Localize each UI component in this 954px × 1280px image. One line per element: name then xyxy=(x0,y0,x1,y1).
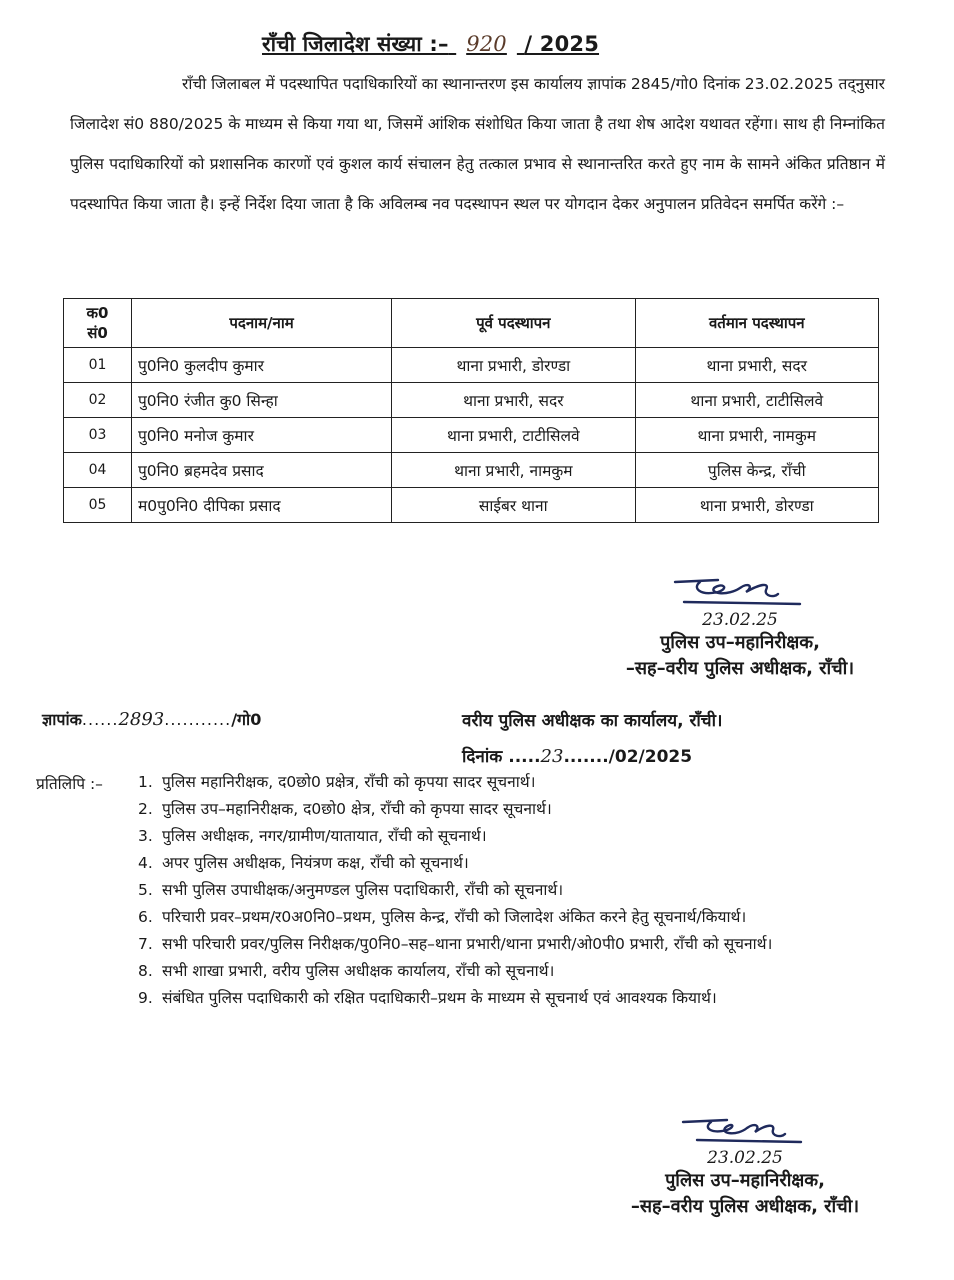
copy-item xyxy=(138,797,918,821)
copy-item-text: पुलिस उप–महानिरीक्षक, द0छो0 क्षेत्र, राँची को कृपया सादर सूचनार्थ। xyxy=(162,800,552,818)
table-header-row xyxy=(64,299,879,348)
cell-serial: 05 xyxy=(64,488,132,523)
copy-item xyxy=(138,770,918,794)
memo-dots-before: ...... xyxy=(81,710,119,729)
table-row xyxy=(64,488,879,523)
copy-item-text: सभी शाखा प्रभारी, वरीय पुलिस अधीक्षक कार्यालय, राँची को सूचनार्थ। xyxy=(162,962,555,980)
copy-list xyxy=(138,770,918,1013)
signatory-designation-line2: –सह–वरीय पुलिस अधीक्षक, राँची। xyxy=(630,1196,860,1217)
copy-item xyxy=(138,932,918,956)
copy-item-number: 5. xyxy=(138,881,153,899)
copy-item-number: 6. xyxy=(138,908,153,926)
signature-block-2 xyxy=(590,1114,900,1220)
cell-name: पु0नि0 ब्रहमदेव प्रसाद xyxy=(132,453,392,488)
cell-serial: 03 xyxy=(64,418,132,453)
header-serial xyxy=(64,299,132,348)
cell-previous: थाना प्रभारी, डोरण्डा xyxy=(392,348,635,383)
copy-item-number: 9. xyxy=(138,989,153,1007)
signature-date-2: 23.02.25 xyxy=(707,1148,783,1168)
cell-previous: थाना प्रभारी, सदर xyxy=(392,383,635,418)
cell-previous: थाना प्रभारी, टाटीसिलवे xyxy=(392,418,635,453)
signatory-designation-line2: –सह–वरीय पुलिस अधीक्षक, राँची। xyxy=(625,658,855,679)
copy-item xyxy=(138,986,918,1010)
date-dots-after: ....... xyxy=(563,747,609,767)
copy-item xyxy=(138,851,918,875)
transfer-table xyxy=(63,298,879,523)
memo-suffix: /गो0 xyxy=(231,710,262,729)
copy-to-label: प्रतिलिपि :– xyxy=(36,775,103,793)
body-paragraph-container xyxy=(70,64,885,224)
cell-name: म0पु0नि0 दीपिका प्रसाद xyxy=(132,488,392,523)
cell-current: पुलिस केन्द्र, राँची xyxy=(635,453,878,488)
memo-label: ज्ञापांक xyxy=(42,710,82,729)
date-handwritten-day: 23 xyxy=(540,746,564,767)
table-row xyxy=(64,453,879,488)
memo-number xyxy=(42,708,261,730)
cell-current: थाना प्रभारी, डोरण्डा xyxy=(635,488,878,523)
copy-item-text: सभी पुलिस उपाधीक्षक/अनुमण्डल पुलिस पदाधिकारी, राँची को सूचनार्थ। xyxy=(162,881,564,899)
order-number: 920 xyxy=(466,32,507,56)
copy-item xyxy=(138,905,918,929)
office-date xyxy=(462,744,692,767)
cell-serial: 02 xyxy=(64,383,132,418)
copy-item-number: 8. xyxy=(138,962,153,980)
copy-item-number: 1. xyxy=(138,773,153,791)
cell-name: पु0नि0 रंजीत कु0 सिन्हा xyxy=(132,383,392,418)
memo-dots-after: ........... xyxy=(164,710,232,729)
copy-item-number: 2. xyxy=(138,800,153,818)
copy-item-text: परिचारी प्रवर–प्रथम/र0अ0नि0–प्रथम, पुलिस केन्द्र, राँची को जिलादेश अंकित करने हेतु सूचनार्थ/कियार्थ। xyxy=(162,908,747,926)
copy-item-text: संबंधित पुलिस पदाधिकारी को रक्षित पदाधिकारी–प्रथम के माध्यम से सूचनार्थ एवं आवश्यक कियार्थ। xyxy=(162,989,717,1007)
cell-previous: साईबर थाना xyxy=(392,488,635,523)
header-current: वर्तमान पदस्थापन xyxy=(635,299,878,348)
copy-item-text: पुलिस महानिरीक्षक, द0छो0 प्रक्षेत्र, राँची को कृपया सादर सूचनार्थ। xyxy=(162,773,536,791)
title-suffix: / 2025 xyxy=(524,32,600,56)
header-previous: पूर्व पदस्थापन xyxy=(392,299,635,348)
date-suffix: /02/2025 xyxy=(608,747,693,767)
cell-previous: थाना प्रभारी, नामकुम xyxy=(392,453,635,488)
cell-serial: 04 xyxy=(64,453,132,488)
signature-scribble-icon xyxy=(675,1114,815,1148)
cell-current: थाना प्रभारी, नामकुम xyxy=(635,418,878,453)
copy-item-text: अपर पुलिस अधीक्षक, नियंत्रण कक्ष, राँची को सूचनार्थ। xyxy=(162,854,469,872)
copy-item-number: 7. xyxy=(138,935,153,953)
cell-name: पु0नि0 कुलदीप कुमार xyxy=(132,348,392,383)
copy-item xyxy=(138,959,918,983)
signature-date-1: 23.02.25 xyxy=(702,610,778,630)
copy-item-text: सभी परिचारी प्रवर/पुलिस निरीक्षक/पु0नि0–सह–थाना प्रभारी/थाना प्रभारी/ओ0पी0 प्रभारी, राँची को सूचनार्थ। xyxy=(162,935,773,953)
table-row xyxy=(64,418,879,453)
header-serial-line2: सं0 xyxy=(87,324,108,342)
cell-current: थाना प्रभारी, सदर xyxy=(635,348,878,383)
copy-item xyxy=(138,878,918,902)
memo-handwritten-number: 2893 xyxy=(118,709,165,730)
office-name: वरीय पुलिस अधीक्षक का कार्यालय, राँची। xyxy=(462,711,723,731)
copy-item xyxy=(138,824,918,848)
copy-item-number: 3. xyxy=(138,827,153,845)
signatory-designation-line1: पुलिस उप–महानिरीक्षक, xyxy=(665,1170,825,1191)
title-prefix: राँची जिलादेश संख्या :– xyxy=(262,32,449,56)
cell-serial: 01 xyxy=(64,348,132,383)
signature-block-1 xyxy=(590,574,890,682)
signature-scribble-icon xyxy=(670,574,810,610)
cell-current: थाना प्रभारी, टाटीसिलवे xyxy=(635,383,878,418)
signatory-designation-line1: पुलिस उप–महानिरीक्षक, xyxy=(660,632,820,653)
header-name: पदनाम/नाम xyxy=(132,299,392,348)
table-row xyxy=(64,383,879,418)
copy-item-text: पुलिस अधीक्षक, नगर/ग्रामीण/यातायात, राँची को सूचनार्थ। xyxy=(162,827,487,845)
cell-name: पु0नि0 मनोज कुमार xyxy=(132,418,392,453)
copy-item-number: 4. xyxy=(138,854,153,872)
header-serial-line1: क0 xyxy=(86,304,109,322)
table-row xyxy=(64,348,879,383)
date-dots-before: ..... xyxy=(508,747,541,767)
date-label: दिनांक xyxy=(462,747,503,767)
order-title xyxy=(262,30,599,58)
body-paragraph: राँची जिलाबल में पदस्थापित पदाधिकारियों का स्थानान्तरण इस कार्यालय ज्ञापांक 2845/गो0 दिनांक 23.02.2025 तद्नुसार जिलादेश सं0 880/2025 के माध्यम से किया गया था, जिसमें आंशिक संशोधित किया जाता है तथा शेष आदेश यथावत रहेंगा। साथ ही निम्नांकित पुलिस पदाधिकारियों को प्रशासनिक कारणों एवं कुशल कार्य संचालन हेतु तत्काल प्रभाव से स्थानान्तरित करते हुए नाम के सामने अंकित प्रतिष्ठान में पदस्थापित किया जाता है। इन्हें निर्देश दिया जाता है कि अविलम्ब नव पदस्थापन स्थल पर योगदान देकर अनुपालन प्रतिवेदन समर्पित करेंगे :– xyxy=(70,75,885,213)
